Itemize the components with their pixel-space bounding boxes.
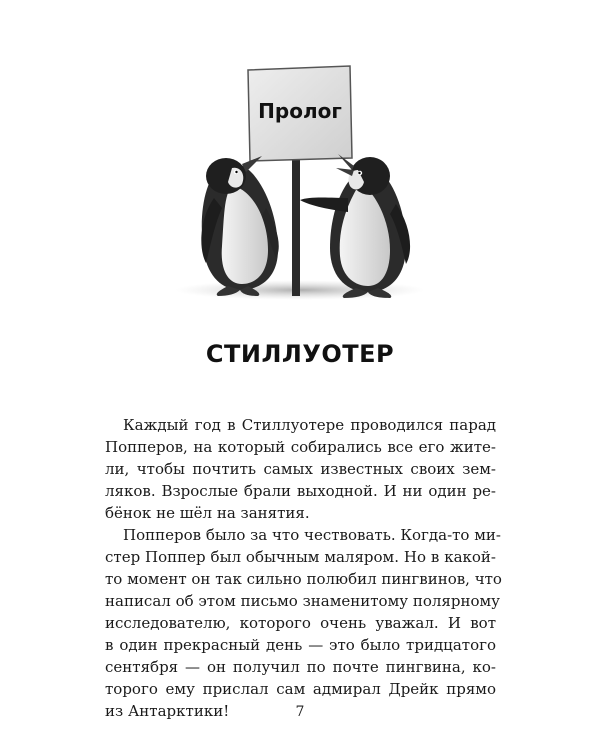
text-line: написал об этом письмо знаменитому полярному [105,592,500,610]
text-line: ляков. Взрослые брали выходной. И ни один ре- [105,482,496,500]
text-line: ли, чтобы почтить самых известных своих зем- [105,460,496,478]
text-line: то момент он так сильно полюбил пингвинов, что [105,570,502,588]
text-line: исследователю, которого очень уважал. И вот [105,614,496,632]
body-text [105,414,502,722]
text-line: торого ему прислал сам адмирал Дрейк прямо [105,680,496,698]
text-line: бёнок не шёл на занятия. [105,504,310,522]
chapter-title: СТИЛЛУОТЕР [205,340,395,368]
sign-board [248,66,352,161]
text-line: Попперов было за что чествовать. Когда-то ми- [123,526,501,544]
penguins-sign-illustration [170,58,430,308]
page-number: 7 [295,704,305,720]
sign-post [292,148,300,296]
right-penguin [300,154,410,298]
text-line: из Антарктики! [105,702,230,720]
left-penguin [201,156,278,296]
text-line: в один прекрасный день — это было тридцатого [105,636,496,654]
sign-label: Пролог [258,99,342,123]
text-line: стер Поппер был обычным маляром. Но в какой- [105,548,496,566]
text-line: сентября — он получил по почте пингвина, ко- [105,658,496,676]
text-line: Каждый год в Стиллуотере проводился парад [123,416,496,434]
text-line: Попперов, на который собирались все его жите- [105,438,496,456]
